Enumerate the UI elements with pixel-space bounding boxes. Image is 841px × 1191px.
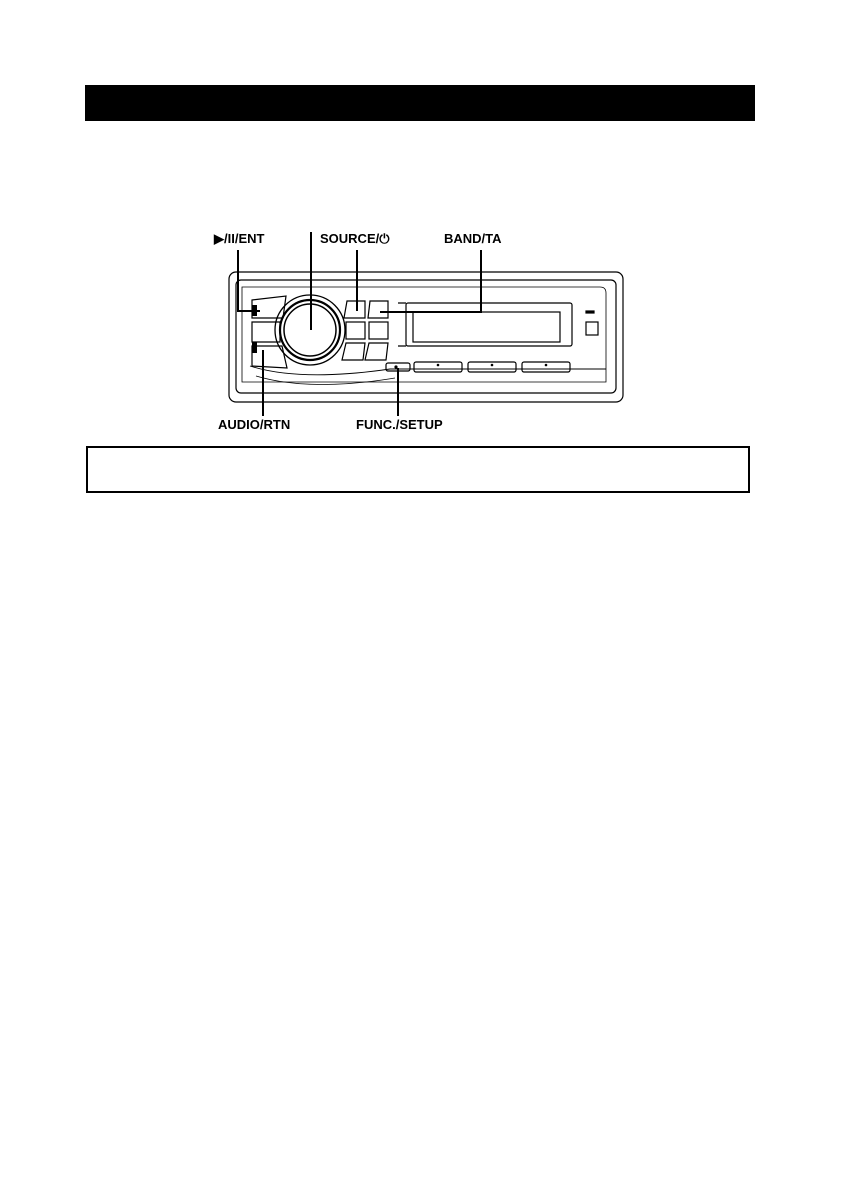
display-window [406,303,572,346]
indicator-led [586,311,594,313]
band-button [368,301,388,318]
label-function-setup: FUNC./SETUP [356,417,443,432]
preset-button-1 [346,322,365,339]
bottom-slot-3 [522,362,570,372]
note-box [86,446,750,493]
preset-button-2 [369,322,388,339]
label-source-power: SOURCE/⏻ [320,231,390,246]
left-button-bottom [252,346,287,368]
release-button [586,322,598,335]
label-audio-return: AUDIO/RTN [218,417,291,432]
preset-button-4 [365,343,388,360]
label-band-ta: BAND/TA [444,231,502,246]
label-play-pause-enter: ▶/II/ENT [214,231,265,246]
display-screen [413,312,560,342]
source-button [344,301,365,318]
left-button-top [252,296,286,318]
bottom-slot-1 [414,362,462,372]
preset-button-3 [342,343,365,360]
bottom-slot-2 [468,362,516,372]
